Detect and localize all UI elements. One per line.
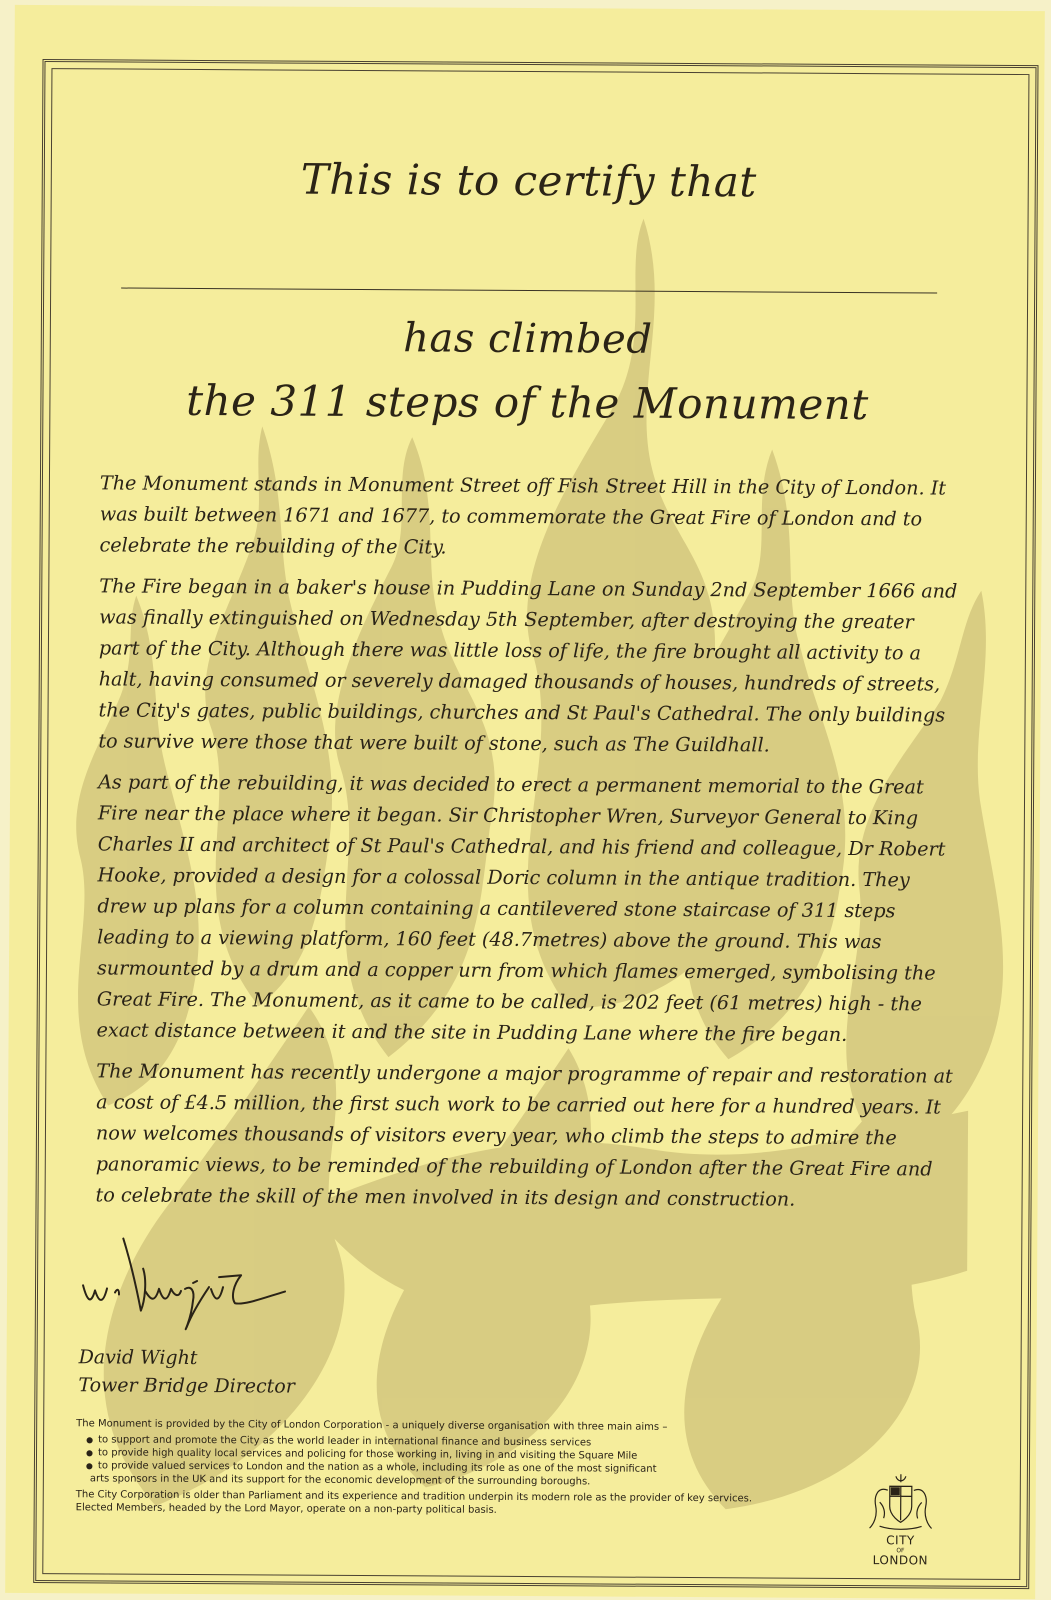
signatory-name: David Wight	[78, 1346, 198, 1370]
footer-closing-2: Elected Members, headed by the Lord Mayor, operate on a non-party political basis.	[75, 1502, 497, 1516]
signature	[75, 1230, 306, 1341]
certificate-subheading-steps: the 311 steps of the Monument	[186, 375, 869, 430]
aim-item: ● to provide high quality local services and policing for those working in, living in and visiting the Square Mile	[90, 1446, 796, 1463]
history-text	[95, 467, 960, 1225]
aim-continuation: arts sponsors in the UK and its support for the economic development of the surrounding boroughs.	[89, 1473, 591, 1488]
aim-item: ● to support and promote the City as the world leader in international finance and business services	[90, 1433, 796, 1450]
crest-london: LONDON	[872, 1553, 929, 1568]
city-of-london-crest	[860, 1472, 941, 1572]
certificate-heading: This is to certify that	[300, 154, 757, 207]
paragraph: The Monument has recently undergone a major programme of repair and restoration at a cost of £4.5 million, the first such work to be carried out here for a hundred years. It now welcomes thousands of visitors every year, who climb the steps to admire the panoramic views, to be reminded of the rebuilding of London after the Great Fire and to celebrate the skill of the men involved in its design and construction.	[95, 1059, 953, 1211]
aim-item: ● to provide valued services to London and the nation as a whole, including its role as one of the most significant	[90, 1459, 796, 1476]
certificate-sheet	[5, 5, 1045, 1599]
footer-notes	[76, 1417, 797, 1518]
signatory-title: Tower Bridge Director	[78, 1374, 295, 1398]
paragraph: As part of the rebuilding, it was decided to erect a permanent memorial to the Great Fire near the place where it began. Sir Christopher Wren, Surveyor General to King Charles II and architect of St Paul's Cathedral, and his friend and colleague, Dr Robert Hooke, provided a design for a colossal Doric column in the antique tradition. They drew up plans for a column containing a cantilevered stone staircase of 311 steps leading to a viewing platform, 160 feet (48.7metres) above the ground. This was surmounted by a drum and a copper urn from which flames emerged, symbolising the Great Fire. The Monument, as it came to be called, is 202 feet (61 metres) high - the exact distance between it and the site in Pudding Lane where the fire began.	[96, 770, 946, 1046]
signatory-block	[78, 1343, 295, 1400]
footer-closing-1: The City Corporation is older than Parliament and its experience and tradition underpin its modern role as the provider of key services.	[75, 1489, 753, 1505]
crest-city: CITY	[886, 1533, 915, 1548]
aims-list	[90, 1433, 796, 1489]
crest-of: OF	[896, 1547, 905, 1555]
paragraph: The Fire began in a baker's house in Pudding Lane on Sunday 2nd September 1666 and was finally extinguished on Wednesday 5th September, after destroying the greater part of the City. Although there was little loss of life, the fire brought all activity to a halt, having consumed or severely damaged thousands of houses, hundreds of streets, the City's gates, public buildings, churches and St Paul's Cathedral. The only buildings to survive were those that were built of stone, such as The Guildhall.	[98, 574, 958, 757]
certificate-subheading: has climbed	[403, 315, 653, 363]
paragraph: The Monument stands in Monument Street off Fish Street Hill in the City of London. It was built between 1671 and 1677, to commemorate the Great Fire of London and to celebrate the rebuilding of the City.	[99, 471, 947, 559]
coat-of-arms-icon	[866, 1472, 936, 1534]
footer-intro: The Monument is provided by the City of London Corporation - a uniquely diverse organisation with three main aims –	[76, 1418, 668, 1433]
